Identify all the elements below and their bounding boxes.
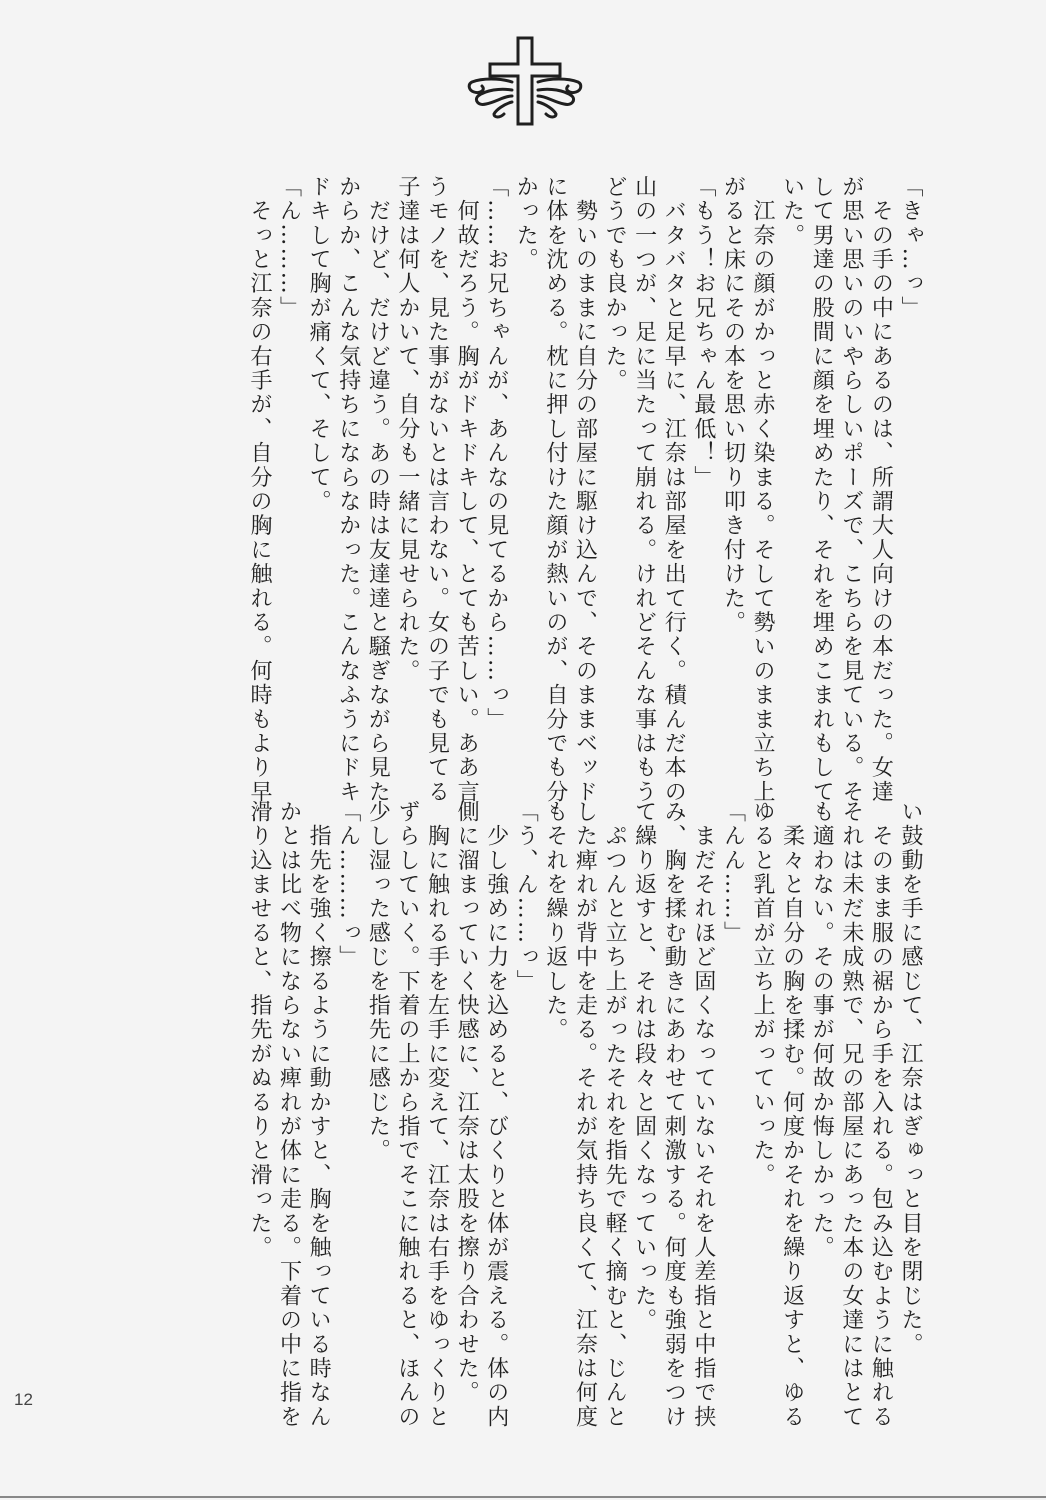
page-number: 12 (14, 1390, 33, 1409)
page-edge-line (0, 1496, 1046, 1498)
winged-cross-icon (460, 30, 590, 130)
body-text-lower: い鼓動を手に感じて、江奈はぎゅっと目を閉じた。 そのまま服の裾から手を入れる。包み込むように触れる それは未だ未成熟で、兄の部屋にあった本の女達にはとて も適わない。その事が何故か悔しかった。 柔々と自分の胸を揉む。何度かそれを繰り返すと、ゆる ゆると乳首が立ち上がっていった。 「んん……」 まだそれほど固くなっていないそれを人差指と中指で挟 み、胸を揉む動きにあわせて刺激する。何度も強弱をつけ て繰り返すと、それは段々と固くなっていった。 ぷつんと立ち上がったそれを指先で軽く摘むと、じんと した痺れが背中を走る。それが気持ち良くて、江奈は何度 もそれを繰り返した。 「う、ん……っ」 少し強めに力を込めると、びくりと体が震える。体の内 側に溜まっていく快感に、江奈は太股を擦り合わせた。 胸に触れる手を左手に変えて、江奈は右手をゆっくりと ずらしていく。下着の上から指でそこに触れると、ほんの 少し湿った感じを指先に感じた。 「ん………っ」 指先を強く擦るように動かすと、胸を触っている時なん かとは比べ物にならない痺れが体に走る。下着の中に指を 滑り込ませると、指先がぬるりと滑った。 (246, 800, 923, 1430)
body-text-upper: 「きゃ…っ」 その手の中にあるのは、所謂大人向けの本だった。女達 が思い思いのいやらしいポーズで、こちらを見ている。そ して男達の股間に顔を埋めたり、それを埋めこまれもして いた。 江奈の顔がかっと赤く染まる。そして勢いのまま立ち上 がると床にその本を思い切り叩き付けた。 「もう！お兄ちゃん最低！」 バタバタと足早に、江奈は部屋を出て行く。積んだ本の 山の一つが、足に当たって崩れる。けれどそんな事はもう どうでも良かった。 勢いのままに自分の部屋に駆け込んで、そのままベッド に体を沈める。枕に押し付けた顔が熱いのが、自分でも分 かった。 「……お兄ちゃんが、あんなの見てるから……っ」 何故だろう。胸がドキドキして、とても苦しい。ああ言 うモノを、見た事がないとは言わない。女の子でも見てる 子達は何人かいて、自分も一緒に見せられた。 だけど、だけど違う。あの時は友達達と騒ぎながら見た からか、こんな気持ちにならなかった。こんなふうにドキ ドキして胸が痛くて、そして。 「ん………」 そっと江奈の右手が、自分の胸に触れる。何時もより早 (246, 175, 923, 805)
